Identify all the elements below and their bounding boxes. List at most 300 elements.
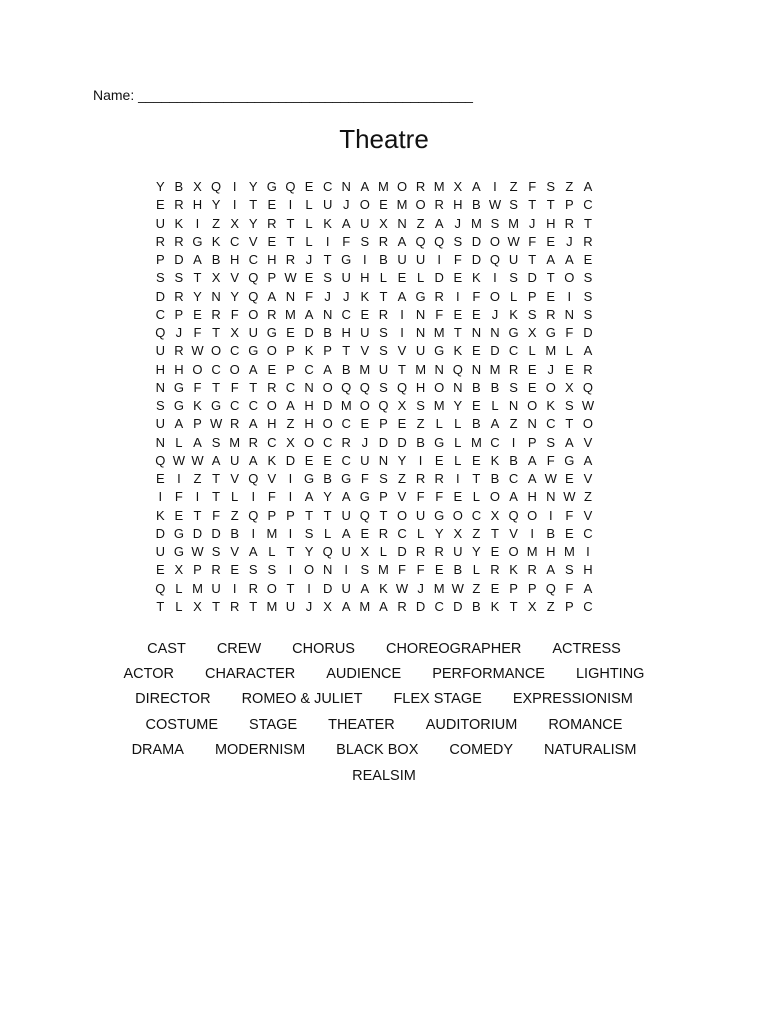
grid-letter[interactable]: T	[323, 507, 332, 523]
grid-letter[interactable]: C	[508, 343, 519, 359]
grid-letter[interactable]: Q	[359, 379, 370, 395]
grid-letter[interactable]: L	[509, 288, 518, 304]
grid-letter[interactable]: B	[379, 252, 388, 267]
grid-letter[interactable]: U	[155, 544, 165, 559]
grid-letter[interactable]: E	[360, 416, 370, 432]
grid-letter[interactable]: U	[453, 544, 463, 559]
grid-letter[interactable]: A	[248, 361, 258, 377]
grid-letter[interactable]: P	[379, 416, 388, 432]
grid-letter[interactable]: U	[155, 215, 165, 231]
grid-letter[interactable]: H	[267, 416, 277, 432]
grid-letter[interactable]: P	[174, 306, 184, 322]
grid-letter[interactable]: M	[470, 434, 482, 450]
grid-letter[interactable]: R	[248, 434, 258, 450]
grid-letter[interactable]: O	[545, 379, 556, 395]
grid-letter[interactable]: E	[304, 452, 314, 468]
grid-letter[interactable]: X	[397, 398, 407, 413]
grid-letter[interactable]: U	[341, 507, 351, 523]
name-blank-line[interactable]: ___________________________________________	[138, 87, 473, 103]
grid-letter[interactable]: C	[285, 379, 296, 395]
grid-letter[interactable]: K	[155, 507, 165, 523]
grid-letter[interactable]: P	[286, 361, 295, 377]
grid-letter[interactable]: F	[528, 179, 537, 194]
grid-letter[interactable]: V	[509, 525, 518, 541]
grid-letter[interactable]: W	[507, 233, 520, 249]
grid-letter[interactable]: F	[435, 489, 444, 505]
grid-letter[interactable]: T	[509, 598, 518, 614]
grid-letter[interactable]: H	[583, 562, 593, 578]
grid-letter[interactable]: B	[546, 525, 556, 541]
grid-letter[interactable]: S	[155, 270, 165, 286]
grid-letter[interactable]: Y	[193, 288, 202, 304]
grid-letter[interactable]: Z	[509, 416, 518, 432]
grid-letter[interactable]: I	[232, 197, 237, 213]
grid-letter[interactable]: W	[581, 398, 595, 413]
grid-letter[interactable]: E	[304, 179, 314, 194]
grid-letter[interactable]: G	[211, 398, 222, 413]
grid-letter[interactable]: F	[565, 507, 574, 523]
grid-letter[interactable]: R	[378, 525, 389, 541]
grid-letter[interactable]: U	[360, 215, 370, 231]
grid-letter[interactable]: F	[193, 325, 202, 340]
grid-letter[interactable]: F	[472, 288, 481, 304]
grid-letter[interactable]: U	[248, 325, 258, 340]
grid-letter[interactable]: E	[546, 288, 556, 304]
grid-letter[interactable]: Q	[489, 252, 501, 267]
grid-letter[interactable]: N	[434, 361, 444, 377]
grid-letter[interactable]: K	[360, 288, 370, 304]
grid-letter[interactable]: N	[415, 306, 426, 322]
grid-letter[interactable]: I	[400, 306, 404, 322]
grid-letter[interactable]: C	[322, 434, 333, 450]
grid-letter[interactable]: X	[193, 598, 202, 614]
grid-letter[interactable]: U	[508, 252, 519, 267]
grid-letter[interactable]: Q	[155, 325, 166, 340]
grid-letter[interactable]: A	[509, 489, 518, 505]
grid-letter[interactable]: B	[341, 361, 351, 377]
grid-letter[interactable]: X	[230, 325, 239, 340]
grid-letter[interactable]: O	[322, 416, 333, 432]
grid-letter[interactable]: G	[434, 343, 445, 359]
grid-letter[interactable]: A	[434, 215, 444, 231]
grid-letter[interactable]: A	[490, 416, 500, 432]
grid-letter[interactable]: S	[379, 379, 388, 395]
grid-letter[interactable]: O	[303, 562, 315, 578]
grid-letter[interactable]: R	[434, 197, 444, 213]
grid-letter[interactable]: B	[453, 562, 463, 578]
grid-letter[interactable]: A	[565, 252, 574, 267]
grid-letter[interactable]: B	[472, 598, 481, 614]
grid-letter[interactable]: G	[266, 325, 277, 340]
grid-letter[interactable]: P	[323, 343, 332, 359]
grid-letter[interactable]: Q	[415, 233, 426, 249]
grid-letter[interactable]: A	[341, 215, 351, 231]
grid-letter[interactable]: O	[489, 288, 501, 304]
grid-letter[interactable]: K	[490, 452, 500, 468]
grid-letter[interactable]: O	[211, 343, 222, 359]
grid-letter[interactable]: F	[435, 306, 444, 322]
grid-letter[interactable]: T	[286, 580, 295, 596]
grid-letter[interactable]: G	[266, 179, 277, 194]
grid-letter[interactable]: J	[547, 361, 555, 377]
grid-letter[interactable]: D	[174, 252, 184, 267]
grid-letter[interactable]: V	[248, 233, 258, 249]
grid-letter[interactable]: X	[565, 379, 574, 395]
grid-letter[interactable]: H	[304, 398, 314, 413]
grid-letter[interactable]: G	[192, 233, 203, 249]
grid-letter[interactable]: G	[173, 544, 184, 559]
grid-letter[interactable]: E	[490, 580, 500, 596]
grid-letter[interactable]: D	[415, 598, 426, 614]
grid-letter[interactable]: T	[249, 598, 258, 614]
grid-letter[interactable]: D	[285, 452, 296, 468]
grid-letter[interactable]: W	[563, 489, 576, 505]
grid-letter[interactable]: O	[396, 179, 408, 194]
grid-letter[interactable]: W	[172, 452, 186, 468]
grid-letter[interactable]: R	[415, 544, 426, 559]
grid-letter[interactable]: N	[341, 179, 351, 194]
grid-letter[interactable]: O	[489, 489, 501, 505]
grid-letter[interactable]: J	[175, 325, 183, 340]
grid-letter[interactable]: E	[453, 306, 463, 322]
grid-letter[interactable]: V	[230, 270, 239, 286]
grid-letter[interactable]: M	[266, 598, 278, 614]
grid-letter[interactable]: S	[583, 270, 593, 286]
grid-letter[interactable]: J	[305, 598, 313, 614]
grid-letter[interactable]: C	[155, 306, 165, 322]
grid-letter[interactable]: A	[341, 489, 351, 505]
grid-letter[interactable]: Q	[452, 361, 463, 377]
grid-letter[interactable]: T	[379, 288, 388, 304]
grid-letter[interactable]: Y	[248, 215, 258, 231]
grid-letter[interactable]: I	[586, 544, 590, 559]
grid-letter[interactable]: R	[434, 288, 444, 304]
grid-letter[interactable]: H	[304, 416, 314, 432]
grid-letter[interactable]: A	[379, 598, 388, 614]
grid-letter[interactable]: E	[193, 306, 202, 322]
grid-letter[interactable]: D	[434, 270, 444, 286]
grid-letter[interactable]: V	[583, 471, 593, 486]
grid-letter[interactable]: Q	[378, 398, 389, 413]
grid-letter[interactable]: B	[416, 434, 425, 450]
grid-letter[interactable]: F	[565, 580, 574, 596]
grid-letter[interactable]: O	[396, 507, 408, 523]
grid-letter[interactable]: M	[359, 361, 371, 377]
grid-letter[interactable]: T	[472, 471, 481, 486]
grid-letter[interactable]: Z	[546, 598, 555, 614]
grid-letter[interactable]: C	[341, 306, 351, 322]
grid-letter[interactable]: S	[379, 471, 388, 486]
grid-letter[interactable]: A	[248, 416, 258, 432]
grid-letter[interactable]: U	[415, 507, 426, 523]
grid-letter[interactable]: J	[528, 215, 536, 231]
grid-letter[interactable]: C	[322, 179, 333, 194]
grid-letter[interactable]: Y	[434, 525, 444, 541]
grid-letter[interactable]: R	[229, 598, 240, 614]
grid-letter[interactable]: E	[583, 252, 593, 267]
grid-letter[interactable]: O	[229, 361, 240, 377]
grid-letter[interactable]: P	[565, 197, 574, 213]
grid-letter[interactable]: G	[545, 325, 556, 340]
grid-letter[interactable]: N	[527, 416, 537, 432]
grid-letter[interactable]: N	[378, 452, 389, 468]
grid-letter[interactable]: Z	[230, 507, 239, 523]
grid-letter[interactable]: H	[174, 361, 184, 377]
grid-letter[interactable]: J	[324, 288, 331, 304]
grid-letter[interactable]: I	[437, 252, 442, 267]
grid-letter[interactable]: I	[511, 434, 516, 450]
grid-letter[interactable]: M	[340, 398, 352, 413]
grid-letter[interactable]: I	[288, 489, 293, 505]
grid-letter[interactable]: T	[528, 197, 537, 213]
grid-letter[interactable]: S	[546, 434, 556, 450]
grid-letter[interactable]: I	[288, 471, 293, 486]
grid-letter[interactable]: N	[285, 288, 296, 304]
grid-letter[interactable]: R	[378, 306, 389, 322]
grid-letter[interactable]: L	[528, 343, 536, 359]
grid-letter[interactable]: L	[305, 233, 313, 249]
grid-letter[interactable]: L	[175, 434, 183, 450]
grid-letter[interactable]: L	[454, 434, 462, 450]
grid-letter[interactable]: P	[379, 489, 388, 505]
grid-letter[interactable]: Q	[434, 233, 445, 249]
grid-letter[interactable]: E	[434, 452, 444, 468]
grid-letter[interactable]: O	[527, 507, 538, 523]
grid-letter[interactable]: Q	[248, 507, 259, 523]
grid-letter[interactable]: C	[397, 525, 407, 541]
grid-letter[interactable]: B	[174, 179, 184, 194]
grid-letter[interactable]: V	[230, 471, 239, 486]
grid-letter[interactable]: N	[453, 379, 463, 395]
grid-letter[interactable]: A	[193, 252, 202, 267]
grid-letter[interactable]: E	[379, 197, 388, 213]
grid-letter[interactable]: Z	[509, 179, 518, 194]
grid-letter[interactable]: D	[471, 252, 482, 267]
grid-letter[interactable]: D	[211, 525, 221, 541]
grid-letter[interactable]: H	[453, 197, 463, 213]
grid-letter[interactable]: A	[286, 398, 295, 413]
grid-letter[interactable]: W	[451, 580, 464, 596]
grid-letter[interactable]: E	[490, 544, 500, 559]
grid-letter[interactable]: F	[230, 379, 239, 395]
grid-letter[interactable]: F	[398, 562, 406, 578]
grid-letter[interactable]: V	[583, 507, 593, 523]
grid-letter[interactable]: O	[248, 306, 259, 322]
grid-letter[interactable]: L	[565, 343, 573, 359]
grid-letter[interactable]: M	[359, 598, 371, 614]
grid-letter[interactable]: Y	[323, 489, 332, 505]
grid-letter[interactable]: E	[453, 489, 463, 505]
grid-letter[interactable]: T	[193, 270, 202, 286]
grid-letter[interactable]: A	[397, 288, 407, 304]
grid-letter[interactable]: S	[509, 197, 518, 213]
grid-letter[interactable]: C	[304, 361, 314, 377]
grid-letter[interactable]: B	[490, 471, 500, 486]
grid-letter[interactable]: L	[472, 489, 480, 505]
grid-letter[interactable]: Q	[211, 179, 222, 194]
grid-letter[interactable]: X	[360, 544, 370, 559]
grid-letter[interactable]: E	[397, 270, 407, 286]
grid-letter[interactable]: W	[191, 544, 204, 559]
grid-letter[interactable]: E	[565, 525, 574, 541]
grid-letter[interactable]: W	[191, 343, 204, 359]
grid-letter[interactable]: U	[397, 252, 407, 267]
grid-letter[interactable]: I	[177, 471, 181, 486]
grid-letter[interactable]: L	[416, 525, 425, 541]
grid-letter[interactable]: G	[359, 489, 370, 505]
grid-letter[interactable]: A	[527, 471, 537, 486]
grid-letter[interactable]: O	[266, 580, 277, 596]
grid-letter[interactable]: M	[433, 398, 445, 413]
grid-letter[interactable]: S	[509, 379, 518, 395]
grid-letter[interactable]: G	[564, 452, 575, 468]
grid-letter[interactable]: P	[509, 580, 518, 596]
grid-letter[interactable]: Z	[398, 471, 406, 486]
grid-letter[interactable]: H	[192, 197, 203, 213]
grid-letter[interactable]: R	[508, 361, 519, 377]
grid-letter[interactable]: K	[472, 270, 481, 286]
grid-letter[interactable]: L	[379, 544, 388, 559]
grid-letter[interactable]: V	[583, 434, 593, 450]
grid-letter[interactable]: R	[174, 343, 184, 359]
grid-letter[interactable]: C	[471, 507, 482, 523]
grid-letter[interactable]: C	[341, 416, 351, 432]
grid-letter[interactable]: C	[229, 233, 240, 249]
grid-letter[interactable]: E	[434, 562, 444, 578]
grid-letter[interactable]: U	[285, 598, 296, 614]
grid-letter[interactable]: E	[304, 270, 314, 286]
grid-letter[interactable]: H	[341, 325, 351, 340]
grid-letter[interactable]: C	[546, 416, 556, 432]
grid-letter[interactable]: O	[192, 361, 203, 377]
grid-letter[interactable]: L	[175, 598, 183, 614]
grid-letter[interactable]: Q	[155, 580, 166, 596]
grid-letter[interactable]: L	[305, 215, 313, 231]
grid-letter[interactable]: J	[491, 306, 499, 322]
grid-letter[interactable]: Q	[248, 288, 259, 304]
grid-letter[interactable]: K	[304, 343, 314, 359]
grid-letter[interactable]: F	[565, 325, 574, 340]
grid-letter[interactable]: I	[195, 489, 200, 505]
grid-letter[interactable]: I	[455, 288, 460, 304]
grid-letter[interactable]: N	[490, 325, 500, 340]
grid-letter[interactable]: M	[285, 306, 296, 322]
grid-letter[interactable]: M	[192, 580, 203, 596]
grid-letter[interactable]: S	[174, 270, 184, 286]
grid-letter[interactable]: H	[155, 361, 165, 377]
grid-letter[interactable]: W	[395, 580, 409, 596]
grid-letter[interactable]: K	[490, 598, 500, 614]
grid-letter[interactable]: E	[472, 398, 481, 413]
grid-letter[interactable]: J	[361, 434, 369, 450]
grid-letter[interactable]: N	[322, 306, 333, 322]
grid-letter[interactable]: S	[416, 398, 425, 413]
grid-letter[interactable]: P	[267, 270, 277, 286]
grid-letter[interactable]: Q	[545, 580, 556, 596]
grid-letter[interactable]: Y	[453, 398, 463, 413]
grid-letter[interactable]: F	[360, 471, 369, 486]
grid-letter[interactable]: Z	[193, 471, 202, 486]
grid-letter[interactable]: I	[400, 325, 404, 340]
grid-letter[interactable]: A	[472, 179, 481, 194]
grid-letter[interactable]: X	[193, 179, 202, 194]
grid-letter[interactable]: E	[397, 416, 407, 432]
grid-letter[interactable]: T	[453, 325, 462, 340]
grid-letter[interactable]: Z	[416, 215, 425, 231]
grid-letter[interactable]: M	[489, 361, 501, 377]
grid-letter[interactable]: C	[211, 361, 221, 377]
grid-letter[interactable]: M	[508, 215, 519, 231]
grid-letter[interactable]: U	[415, 343, 426, 359]
grid-letter[interactable]: O	[527, 398, 538, 413]
grid-letter[interactable]: C	[248, 398, 258, 413]
grid-letter[interactable]: Q	[248, 471, 259, 486]
grid-letter[interactable]: X	[453, 179, 463, 194]
grid-letter[interactable]: E	[155, 562, 165, 578]
grid-letter[interactable]: R	[267, 306, 277, 322]
grid-letter[interactable]: M	[545, 343, 557, 359]
grid-letter[interactable]: R	[546, 306, 556, 322]
grid-letter[interactable]: D	[192, 525, 203, 541]
grid-letter[interactable]: D	[304, 325, 314, 340]
grid-letter[interactable]: O	[322, 379, 333, 395]
grid-letter[interactable]: E	[155, 471, 165, 486]
grid-letter[interactable]: I	[195, 215, 200, 231]
grid-letter[interactable]: R	[211, 562, 221, 578]
grid-letter[interactable]: A	[546, 252, 556, 267]
grid-letter[interactable]: E	[472, 343, 481, 359]
grid-letter[interactable]: R	[564, 215, 575, 231]
grid-letter[interactable]: E	[360, 525, 370, 541]
grid-letter[interactable]: T	[249, 379, 258, 395]
grid-letter[interactable]: I	[455, 471, 460, 486]
grid-letter[interactable]: R	[267, 215, 277, 231]
grid-letter[interactable]: C	[583, 525, 593, 541]
grid-letter[interactable]: H	[546, 544, 556, 559]
grid-letter[interactable]: N	[471, 325, 482, 340]
grid-letter[interactable]: P	[527, 580, 537, 596]
grid-letter[interactable]: B	[472, 416, 481, 432]
grid-letter[interactable]: T	[156, 598, 165, 614]
grid-letter[interactable]: T	[323, 252, 332, 267]
grid-letter[interactable]: T	[583, 215, 592, 231]
grid-letter[interactable]: U	[211, 580, 221, 596]
grid-letter[interactable]: X	[286, 434, 295, 450]
grid-letter[interactable]: K	[546, 398, 556, 413]
grid-letter[interactable]: A	[360, 179, 370, 194]
grid-letter[interactable]: T	[491, 525, 499, 541]
grid-letter[interactable]: Z	[286, 416, 295, 432]
grid-letter[interactable]: M	[433, 580, 445, 596]
grid-letter[interactable]: A	[565, 434, 574, 450]
grid-letter[interactable]: P	[286, 507, 295, 523]
grid-letter[interactable]: D	[527, 270, 537, 286]
grid-letter[interactable]: Z	[472, 525, 481, 541]
grid-letter[interactable]: A	[341, 525, 351, 541]
grid-letter[interactable]: Y	[397, 452, 407, 468]
grid-letter[interactable]: D	[397, 434, 407, 450]
grid-letter[interactable]: U	[155, 416, 165, 432]
grid-letter[interactable]: Q	[248, 270, 259, 286]
grid-letter[interactable]: F	[453, 252, 462, 267]
grid-letter[interactable]: I	[493, 179, 497, 194]
grid-letter[interactable]: N	[155, 434, 165, 450]
grid-letter[interactable]: I	[418, 452, 423, 468]
grid-letter[interactable]: I	[493, 270, 497, 286]
grid-letter[interactable]: A	[583, 580, 593, 596]
grid-letter[interactable]: B	[323, 325, 332, 340]
grid-letter[interactable]: G	[415, 288, 426, 304]
